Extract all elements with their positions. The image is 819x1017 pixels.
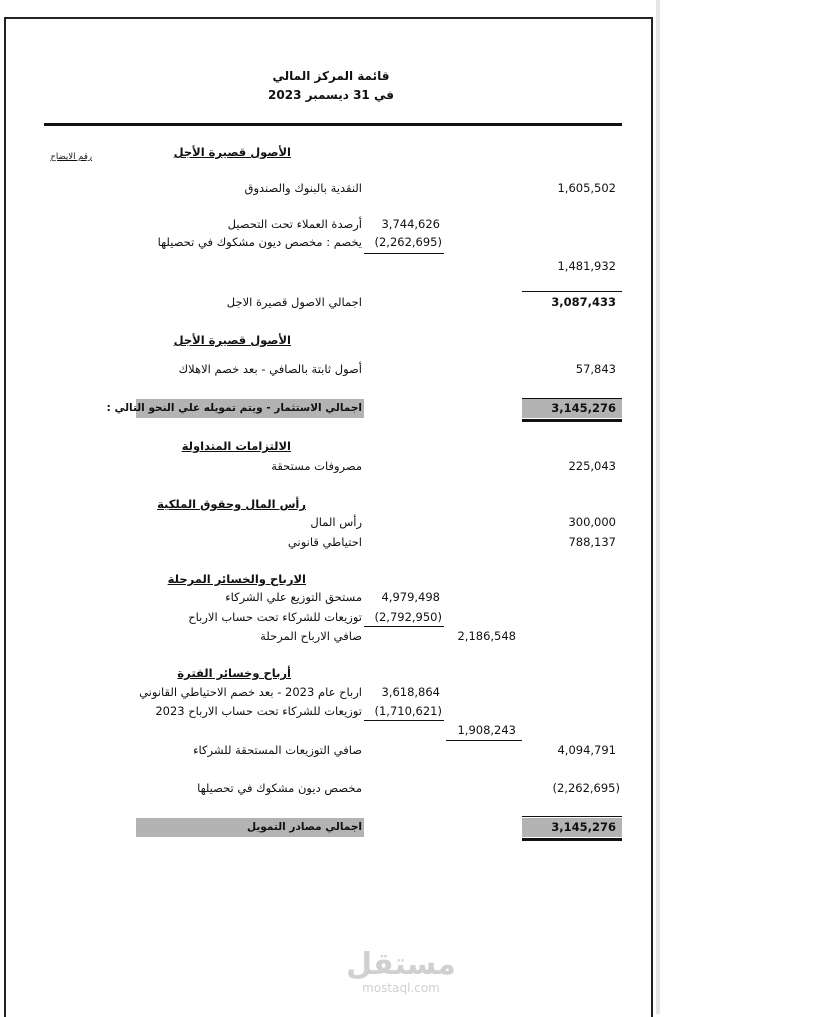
doubtful-debts-value: (2,262,695) bbox=[552, 781, 620, 795]
distributions-2023-label: توزيعات للشركاء تحت حساب الارباح 2023 bbox=[155, 704, 362, 718]
current-assets-total-value: 3,087,433 bbox=[551, 295, 616, 309]
fixed-assets-label: أصول ثابتة بالصافي - بعد خصم الاهلاك bbox=[178, 362, 362, 376]
provision-value: (2,262,695) bbox=[374, 235, 442, 249]
legal-reserve-label: احتياطي قانوني bbox=[287, 535, 362, 549]
capital-value: 300,000 bbox=[568, 515, 616, 529]
net-receivables-value: 1,481,932 bbox=[557, 259, 616, 273]
watermark-latin: mostaql.com bbox=[362, 981, 440, 995]
subtotal-rule bbox=[522, 291, 622, 292]
accrued-expenses-label: مصروفات مستحقة bbox=[271, 459, 362, 473]
partners-net-label: صافي التوزيعات المستحقة للشركاء bbox=[193, 743, 362, 757]
investment-total-value: 3,145,276 bbox=[551, 401, 616, 415]
header-rule bbox=[44, 123, 622, 126]
investment-total-label: اجمالي الاستثمار - ويتم تمويله علي النحو التالي : bbox=[106, 402, 362, 414]
distribution-due-value: 4,979,498 bbox=[381, 590, 440, 604]
profit-2023-label: ارباح عام 2023 - بعد خصم الاحتياطي القانوني bbox=[139, 685, 362, 699]
funding-total-label: اجمالي مصادر التمويل bbox=[246, 821, 362, 833]
provision-underline bbox=[364, 253, 444, 254]
net-retained-value: 2,186,548 bbox=[457, 629, 516, 643]
balance-sheet-page bbox=[4, 17, 653, 1017]
equity-heading: رأس المال وحقوق الملكية bbox=[157, 497, 306, 511]
capital-label: رأس المال bbox=[310, 515, 362, 529]
retained-underline bbox=[364, 626, 444, 627]
partner-distributions-value: (2,792,950) bbox=[374, 610, 442, 624]
receivables-label: أرصدة العملاء تحت التحصيل bbox=[227, 217, 362, 231]
legal-reserve-value: 788,137 bbox=[568, 535, 616, 549]
doubtful-debts-label: مخصص ديون مشكوك في تحصيلها bbox=[197, 781, 362, 795]
fixed-assets-value: 57,843 bbox=[575, 362, 616, 376]
partners-net-value: 4,094,791 bbox=[557, 743, 616, 757]
statement-date: في 31 ديسمبر 2023 bbox=[268, 88, 394, 102]
period-net-underline bbox=[446, 740, 522, 741]
retained-earnings-heading: الارباح والخسائر المرحلة bbox=[167, 572, 306, 586]
notes-column-header: رقم الايضاح bbox=[50, 152, 92, 162]
current-assets-total-label: اجمالي الاصول قصيرة الاجل bbox=[226, 295, 362, 309]
distribution-due-label: مستحق التوزيع علي الشركاء bbox=[225, 590, 362, 604]
funding-total-top-rule bbox=[522, 816, 622, 817]
period-profit-heading: أرباح وخسائر الفترة bbox=[177, 666, 291, 680]
period-underline bbox=[364, 720, 444, 721]
provision-label: يخصم : مخصص ديون مشكوك في تحصيلها bbox=[157, 235, 362, 249]
page-edge-shadow bbox=[656, 0, 660, 1014]
investment-total-double-rule bbox=[522, 419, 622, 422]
receivables-value: 3,744,626 bbox=[381, 217, 440, 231]
current-assets-heading: الأصول قصيرة الأجل bbox=[173, 145, 291, 159]
investment-total-top-rule bbox=[522, 398, 622, 399]
long-assets-heading: الأصول قصيرة الأجل bbox=[173, 333, 291, 347]
partner-distributions-label: توزيعات للشركاء تحت حساب الارباح bbox=[188, 610, 362, 624]
funding-total-value: 3,145,276 bbox=[551, 820, 616, 834]
net-retained-label: صافي الارباح المرحلة bbox=[260, 629, 362, 643]
profit-2023-value: 3,618,864 bbox=[381, 685, 440, 699]
distributions-2023-value: (1,710,621) bbox=[374, 704, 442, 718]
cash-value: 1,605,502 bbox=[557, 181, 616, 195]
funding-total-double-rule bbox=[522, 838, 622, 841]
cash-label: النقدية بالبنوك والصندوق bbox=[244, 181, 362, 195]
statement-title: قائمة المركز المالي bbox=[272, 69, 390, 83]
watermark-arabic: مستقل bbox=[346, 947, 456, 982]
period-net-value: 1,908,243 bbox=[457, 723, 516, 737]
accrued-expenses-value: 225,043 bbox=[568, 459, 616, 473]
liabilities-heading: الالتزامات المتداولة bbox=[181, 439, 291, 453]
